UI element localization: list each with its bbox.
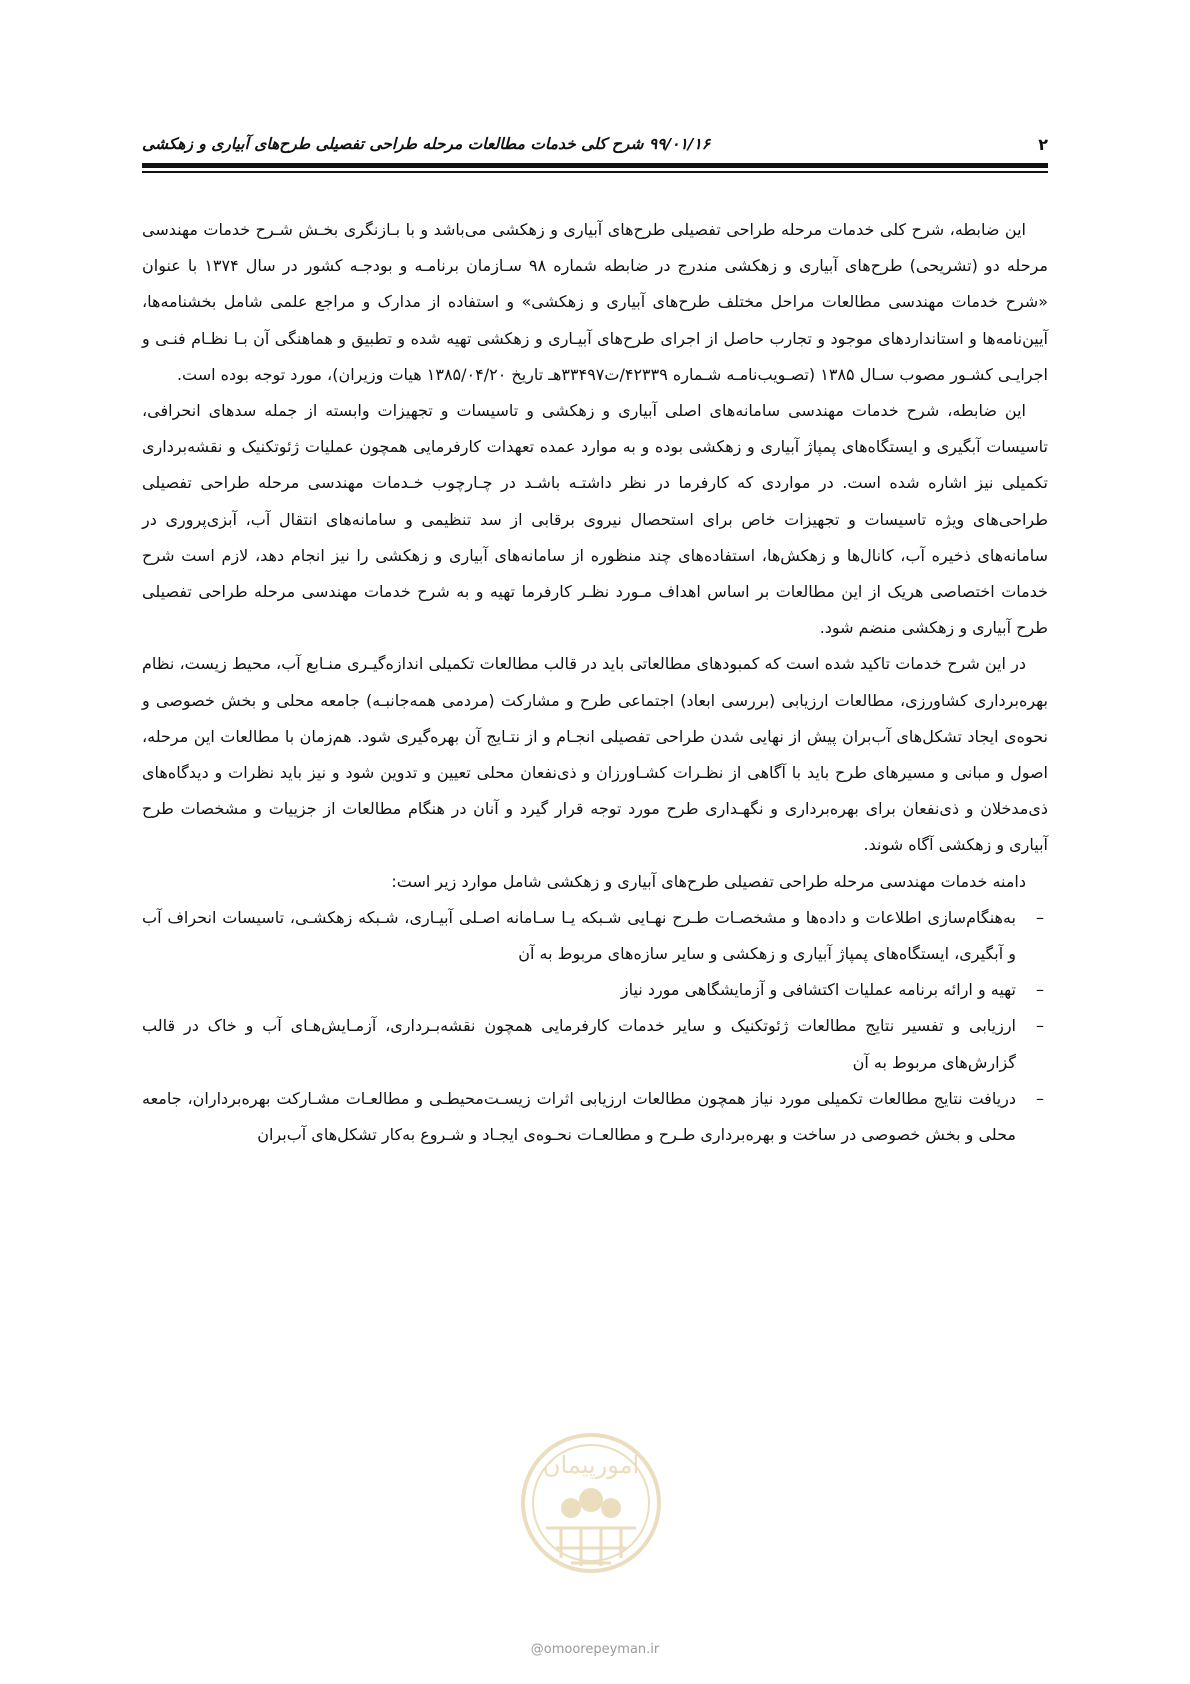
- list-item: – ارزیابی و تفسیر نتایج مطالعات ژئوتکنیک و سایر خدمات کارفرمایی همچون نقشه‌بـرداری، آزمـایش‌هـای آب و خاک در قالب گزارش‌های مربوط به آن: [142, 1008, 1048, 1080]
- scope-list: [142, 900, 1048, 1153]
- paragraph-3: در این شرح خدمات تاکید شده است که کمبودهای مطالعاتی باید در قالب مطالعات تکمیلی اندازه‌گیـری منـابع آب، محیط زیست، نظام بهره‌برداری کشاورزی، مطالعات ارزیابی (بررسی ابعاد) اجتماعی طرح و مشارکت (مردمی همه‌جانبـه) جامعه محلی و بخش خصوصی و نحوه‌ی ایجاد تشکل‌های آب‌بران پیش از نهایی شدن طراحی تفصیلی انجـام و از نتـایج آن بهره‌گیری شود. هم‌زمان با مطالعات این مرحله، اصول و مبانی و مسیرهای طرح باید با آگاهی از نظـرات کشـاورزان و ذی‌نفعان محلی تعیین و تدوین شود و نیز باید نظرات و دیدگاه‌های ذی‌مدخلان و ذی‌نفعان برای بهره‌برداری و نگهـداری طرح مورد توجه قرار گیرد و آنان در هنگام مطالعات از جزییات و مشخصات طرح آبیاری و زهکشی آگاه شوند.: [142, 654, 1048, 855]
- paragraph-4: دامنه خدمات مهندسی مرحله طراحی تفصیلی طرح‌های آبیاری و زهکشی شامل موارد زیر است:: [391, 871, 1026, 891]
- watermark-website: [0, 1642, 1190, 1657]
- body-content: [142, 212, 1048, 1153]
- website-text: omoorepeyman.ir: [543, 1642, 660, 1657]
- page-number: ۲: [1038, 134, 1048, 154]
- list-item: – دریافت نتایج مطالعات تکمیلی مورد نیاز همچون مطالعات ارزیابی اثرات زیسـت‌محیطـی و مطالعـات مشـارکت بهره‌برداران، جامعه محلی و بخش خصوصی در ساخت و بهره‌برداری طـرح و مطالعـات نحـوه‌ی ایجـاد و شـروع به‌کار تشکل‌های آب‌بران: [142, 1081, 1048, 1153]
- list-item: – به‌هنگام‌سازی اطلاعات و داده‌ها و مشخصـات طـرح نهـایی شـبکه یـا سـامانه اصـلی آبیـاری، شـبکه زهکشـی، تاسیسات انحراف آب و آبگیری، ایستگاه‌های پمپاژ آبیاری و زهکشی و سایر سازه‌های مربوط به آن: [142, 900, 1048, 972]
- header-title: ۹۹/۰۱/۱۶ شرح کلی خدمات مطالعات مرحله طراحی تفصیلی طرح‌های آبیاری و زهکشی: [142, 135, 711, 153]
- at-icon: @: [530, 1642, 544, 1657]
- watermark-brand: امورپیمان: [542, 1451, 640, 1479]
- header-rule-thin: [142, 171, 1048, 173]
- watermark-logo: [516, 1378, 666, 1628]
- page-header: [142, 128, 1048, 160]
- header-rule-thick: [142, 163, 1048, 168]
- list-item: – تهیه و ارائه برنامه عملیات اکتشافی و آزمایشگاهی مورد نیاز: [142, 972, 1048, 1008]
- paragraph-1: این ضابطه، شرح کلی خدمات مرحله طراحی تفصیلی طرح‌های آبیاری و زهکشی می‌باشد و با بـازنگری بخـش شـرح خدمات مهندسی مرحله دو (تشریحی) طرح‌های آبیاری و زهکشی مندرج در ضابطه شماره ۹۸ سـازمان برنامـه و بودجـه کشور در سال ۱۳۷۴ با عنوان «شرح خدمات مهندسی مطالعات مراحل مختلف طرح‌های آبیاری و زهکشی» و استفاده از مدارک و مراجع علمی شامل بخشنامه‌ها، آیین‌نامه‌ها و استانداردهای موجود و تجارب حاصل از اجرای طرح‌های آبیـاری و زهکشی تهیه شده و تطبیق و هماهنگی آن بـا نظـام فنـی و اجرایـی کشـور مصوب سـال ۱۳۸۵ (تصـویب‌نامـه شـماره ۴۲۳۳۹/ت۳۳۴۹۷هـ تاریخ ۱۳۸۵/۰۴/۲۰ هیات وزیران)، مورد توجه بوده است.: [142, 220, 1048, 384]
- paragraph-2: این ضابطه، شرح خدمات مهندسی سامانه‌های اصلی آبیاری و زهکشی و تاسیسات و تجهیزات وابسته از جمله سدهای انحرافی، تاسیسات آبگیری و ایستگاه‌های پمپاژ آبیاری و زهکشی بوده و به موارد عمده تعهدات کارفرمایی همچون عملیات ژئوتکنیک و نقشه‌برداری تکمیلی نیز اشاره شده است. در مواردی که کارفرما در نظر داشتـه باشـد در چـارچوب خـدمات مهندسی مرحله طراحی تفصیلی طراحی‌های ویژه تاسیسات و تجهیزات خاص برای استحصال نیروی برقابی از سد تنظیمی و سامانه‌های انتقال آب، آبزی‌پروری در سامانه‌های ذخیره آب، کانال‌ها و زهکش‌ها، استفاده‌های چند منظوره از سامانه‌های آبیاری و زهکشی را نیز انجام دهد، لازم است شرح خدمات اختصاصی هریک از این مطالعات بر اساس اهداف مـورد نظـر کارفرما تهیه و به شرح خدمات مهندسی مرحله طراحی تفصیلی طرح آبیاری و زهکشی منضم شود.: [142, 401, 1048, 638]
